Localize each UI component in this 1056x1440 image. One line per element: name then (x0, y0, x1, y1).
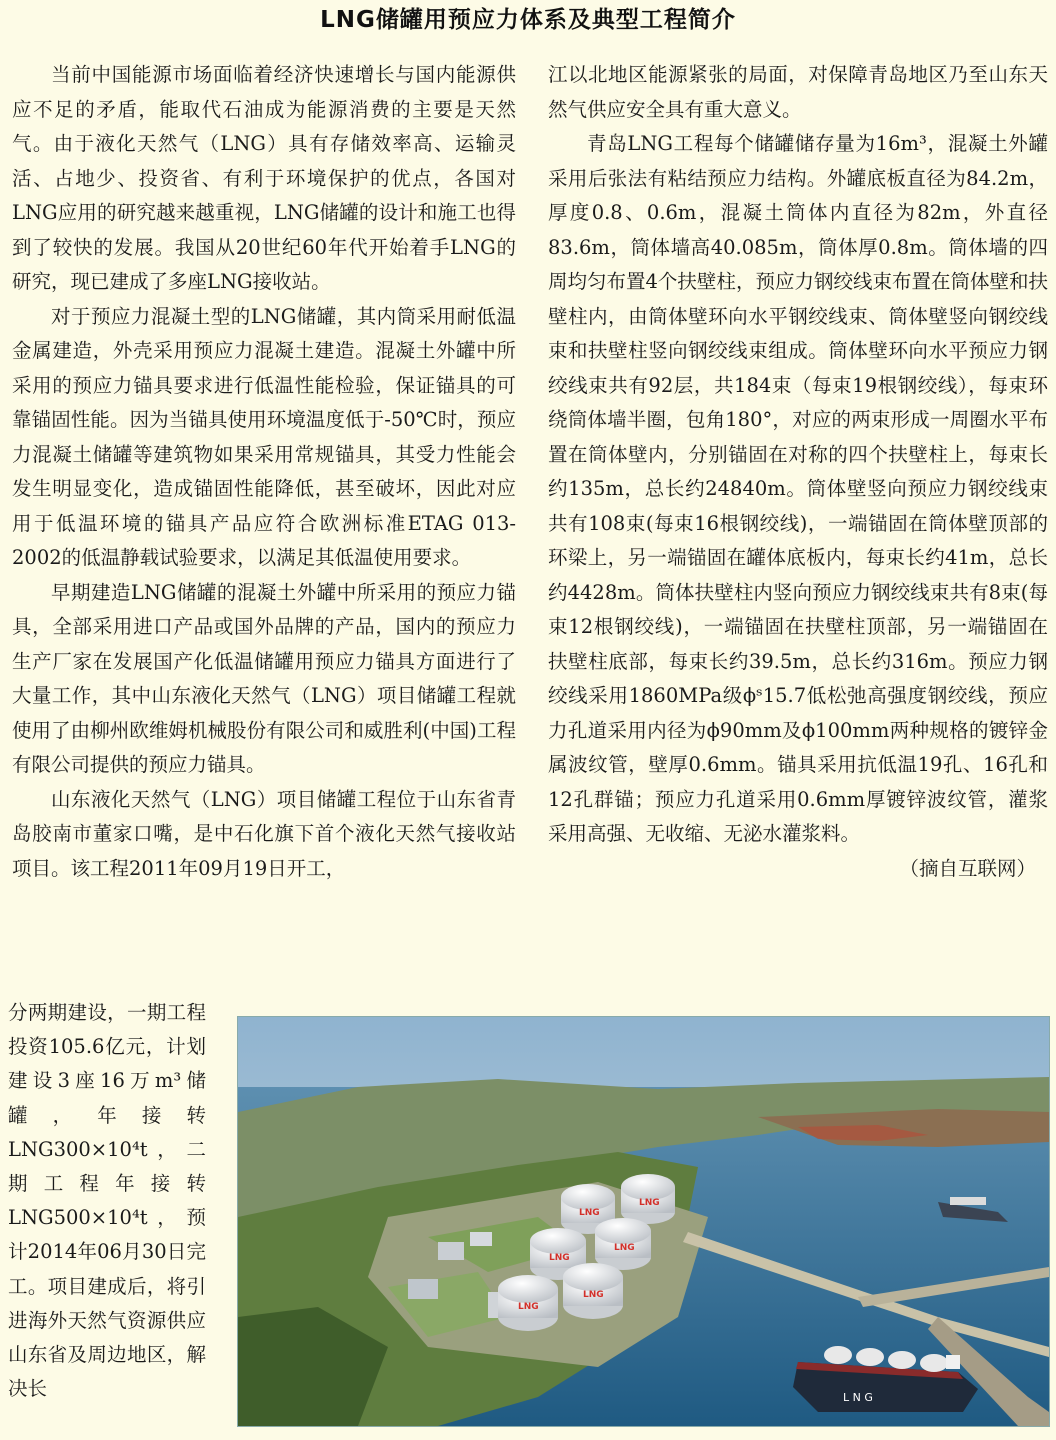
paragraph: 当前中国能源市场面临着经济快速增长与国内能源供应不足的矛盾，能取代石油成为能源消费的主要是天然气。由于液化天然气（LNG）具有存储效率高、运输灵活、占地少、投资省、有利于环境保护的优点，各国对LNG应用的研究越来越重视，LNG储罐的设计和施工也得到了较快的发展。我国从20世纪60年代开始着手LNG的研究，现已建成了多座LNG接收站。 (12, 63, 516, 293)
tank-label: LNG (614, 1243, 635, 1253)
paragraph: 山东液化天然气（LNG）项目储罐工程位于山东省青岛胶南市董家口嘴，是中石化旗下首个液化天然气接收站项目。该工程2011年09月19日开工， (12, 787, 516, 880)
lng-tank-2 (621, 1174, 675, 1224)
left-column (12, 58, 516, 886)
tank-label: LNG (579, 1208, 600, 1218)
tank-label: LNG (583, 1290, 604, 1300)
tank-label: LNG (518, 1302, 539, 1312)
article-title: LNG储罐用预应力体系及典型工程简介 (320, 7, 736, 33)
source-note: （摘自互联网） (899, 856, 1036, 880)
lng-tank-4 (595, 1218, 651, 1270)
paragraph: 对于预应力混凝土型的LNG储罐，其内筒采用耐低温金属建造，外壳采用预应力混凝土建造。混凝土外罐中所采用的预应力锚具要求进行低温性能检验，保证锚具的可靠锚固性能。因为当锚具使用环境温度低于-50℃时，预应力混凝土储罐等建筑物如果采用常规锚具，其受力性能会发生明显变化，造成锚固性能降低，甚至破坏，因此对应用于低温环境的锚具产品应符合欧洲标准ETAG 013-2002的低温静载试验要求，以满足其低温使用要求。 (12, 304, 516, 569)
ship-label: L N G (843, 1391, 873, 1404)
lng-tank-6 (563, 1263, 623, 1319)
paragraph-continuation: 江以北地区能源紧张的局面，对保障青岛地区乃至山东天然气供应安全具有重大意义。 (548, 63, 1048, 121)
lng-terminal-aerial-photo (237, 1016, 1050, 1427)
lng-tank-5 (498, 1275, 558, 1331)
paragraph: 青岛LNG工程每个储罐储存量为16m³，混凝土外罐采用后张法有粘结预应力结构。外罐底板直径为84.2m，厚度0.8、0.6m，混凝土筒体内直径为82m，外直径83.6m，筒体墙高40.085m，筒体厚0.8m。筒体墙的四周均匀布置4个扶壁柱，预应力钢绞线束布置在筒体壁和扶壁柱内，由筒体壁环向水平钢绞线束、筒体壁竖向钢绞线束和扶壁柱竖向钢绞线束组成。筒体壁环向水平预应力钢绞线束共有92层，共184束（每束19根钢绞线），每束环绕筒体墙半圈，包角180°，对应的两束形成一周圈水平布置在筒体壁内，分别锚固在对称的四个扶壁柱上，每束长约135m，总长约24840m。筒体壁竖向预应力钢绞线束共有108束(每束16根钢绞线)，一端锚固在筒体壁顶部的环梁上，另一端锚固在罐体底板内，每束长约41m，总长约4428m。筒体扶壁柱内竖向预应力钢绞线束共有8束(每束12根钢绞线)，一端锚固在扶壁柱顶部，另一端锚固在扶壁柱底部，每束长约39.5m，总长约316m。预应力钢绞线采用1860MPa级ϕˢ15.7低松弛高强度钢绞线，预应力孔道采用内径为ϕ90mm及ϕ100mm两种规格的镀锌金属波纹管，壁厚0.6mm。锚具采用抗低温19孔、16孔和12孔群锚；预应力孔道采用0.6mm厚镀锌波纹管，灌浆采用高强、无收缩、无泌水灌浆料。 (548, 132, 1048, 845)
tank-label: LNG (639, 1198, 660, 1208)
paragraph: 早期建造LNG储罐的混凝土外罐中所采用的预应力锚具，全部采用进口产品或国外品牌的产品，国内的预应力生产厂家在发展国产化低温储罐用预应力锚具方面进行了大量工作，其中山东液化天然气（LNG）项目储罐工程就使用了由柳州欧维姆机械股份有限公司和威胜利(中国)工程有限公司提供的预应力锚具。 (12, 580, 516, 776)
tank-label: LNG (549, 1253, 570, 1263)
side-text-column (8, 996, 206, 1406)
right-column (548, 58, 1048, 886)
paragraph-continuation: 分两期建设，一期工程投资105.6亿元，计划建设3座16万m³储罐，年接转LNG300×10⁴t，二期工程年接转LNG500×10⁴t，预计2014年06月30日完工。项目建成后，将引进海外天然气资源供应山东省及周边地区，解决长 (8, 1001, 206, 1401)
